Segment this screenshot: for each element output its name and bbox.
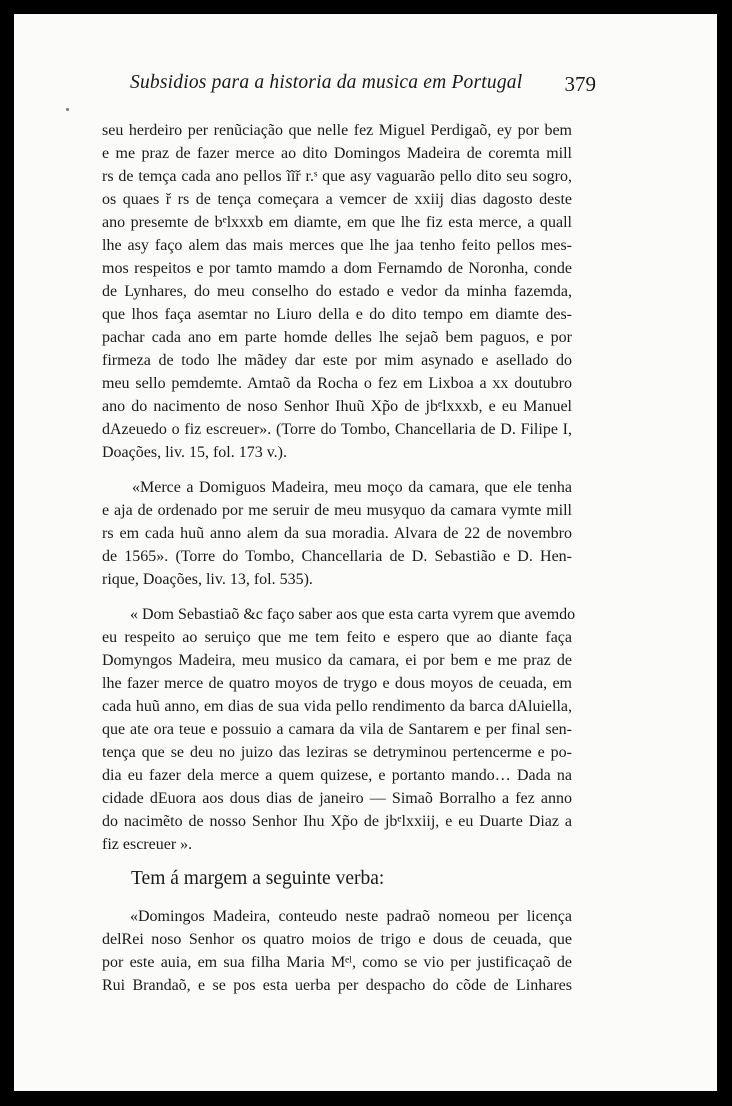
- text-line: dAzeuedo o fiz escreuer». (Torre do Tombo, Chancellaria de D. Filipe I,: [102, 421, 572, 438]
- page-header: [130, 72, 610, 102]
- text-line: «Domingos Madeira, conteudo neste padraõ nomeou per licença: [130, 908, 572, 925]
- text-line: rs em cada huũ anno alem da sua moradia. Alvara de 22 de novembro: [102, 525, 572, 542]
- text-line: pachar cada ano em parte homde delles lhe sejaõ bem paguos, e por: [102, 329, 572, 346]
- text-line: Rui Brandaõ, e se pos esta uerba per despacho do cõde de Linhares: [102, 977, 572, 994]
- text-line: e me praz de fazer merce ao dito Domingos Madeira de coremta mill: [102, 145, 572, 162]
- text-line: Domyngos Madeira, meu musico da camara, ei por bem e me praz de: [102, 652, 572, 669]
- text-line: lhe asy faço alem das mais merces que lhe jaa tenho feito pellos mes-: [102, 237, 572, 254]
- text-line: os quaes ř rs de tença começara a vemcer de xxiij dias dagosto deste: [102, 191, 572, 208]
- text-line: de Lynhares, do meu conselho do estado e vedor da minha fazemda,: [102, 283, 572, 300]
- text-line: e aja de ordenado por me seruir de meu musyquo da camara vymte mill: [102, 502, 572, 519]
- text-line: rs de temça cada ano pellos ĩĩř r.ˢ que asy vaguarão pello dito seu sogro,: [102, 168, 572, 185]
- print-speck: [66, 108, 69, 111]
- text-line: « Dom Sebastiaõ &c faço saber aos que esta carta vyrem que avemdo: [130, 606, 576, 623]
- text-line: dia eu fazer dela merce a quem quizese, e portanto mando… Dada na: [102, 767, 572, 784]
- text-line: cidade dEuora aos dous dias de janeiro — Simaõ Borralho a fez anno: [102, 790, 572, 807]
- section-subheading: Tem á margem a seguinte verba:: [131, 868, 385, 889]
- text-line: delRei noso Senhor os quatro moios de trigo e dous de ceuada, que: [102, 931, 572, 948]
- text-line: cada huũ anno, em dias de sua vida pello rendimento da barca dAluiella,: [102, 698, 572, 715]
- text-line: eu respeito ao seruiço que me tem feito e espero que ao diante faça: [102, 629, 572, 646]
- text-line: do nacimẽto de nosso Senhor Ihu Xp̃o de jbᵉlxxiij, e eu Duarte Diaz a: [102, 813, 572, 830]
- text-line: de 1565». (Torre do Tombo, Chancellaria de D. Sebastião e D. Hen-: [102, 548, 572, 565]
- running-title: Subsidios para a historia da musica em Portugal: [130, 72, 523, 93]
- text-line: Doações, liv. 15, fol. 173 v.).: [102, 444, 287, 461]
- text-line: ano presemte de bᵉlxxxb em diamte, em que lhe fiz esta merce, a quall: [102, 214, 572, 231]
- text-line: que ate ora teue e possuio a camara da vila de Santarem e per final sen-: [102, 721, 572, 738]
- text-line: que lhos faça asemtar no Liuro della e do dito tempo em diamte des-: [102, 306, 572, 323]
- text-line: «Merce a Domiguos Madeira, meu moço da camara, que ele tenha: [132, 479, 572, 496]
- text-line: tença que se deu no juizo das leziras se detryminou pertencerme e po-: [102, 744, 572, 761]
- page-number: 379: [564, 72, 596, 96]
- text-line: seu herdeiro per renũciação que nelle fez Miguel Perdigaõ, ey por bem: [102, 122, 572, 139]
- text-line: fiz escreuer ».: [102, 836, 193, 853]
- text-line: mos respeitos e por tamto mamdo a dom Fernamdo de Noronha, conde: [102, 260, 572, 277]
- text-line: ano do nacimento de noso Senhor Ihuũ Xp̃o de jbᵉlxxxb, e eu Manuel: [102, 398, 572, 415]
- text-line: rique, Doações, liv. 13, fol. 535).: [102, 571, 313, 588]
- text-line: firmeza de todo lhe mãdey dar este por mim asynado e asellado do: [102, 352, 572, 369]
- text-line: por este auia, em sua filha Maria Mᵉˡ, como se vio per justificaçaõ de: [102, 954, 572, 971]
- text-line: lhe fazer merce de quatro moyos de trygo e dous moyos de ceuada, em: [102, 675, 572, 692]
- text-line: meu sello pemdemte. Amtaõ da Rocha o fez em Lixboa a xx doutubro: [102, 375, 572, 392]
